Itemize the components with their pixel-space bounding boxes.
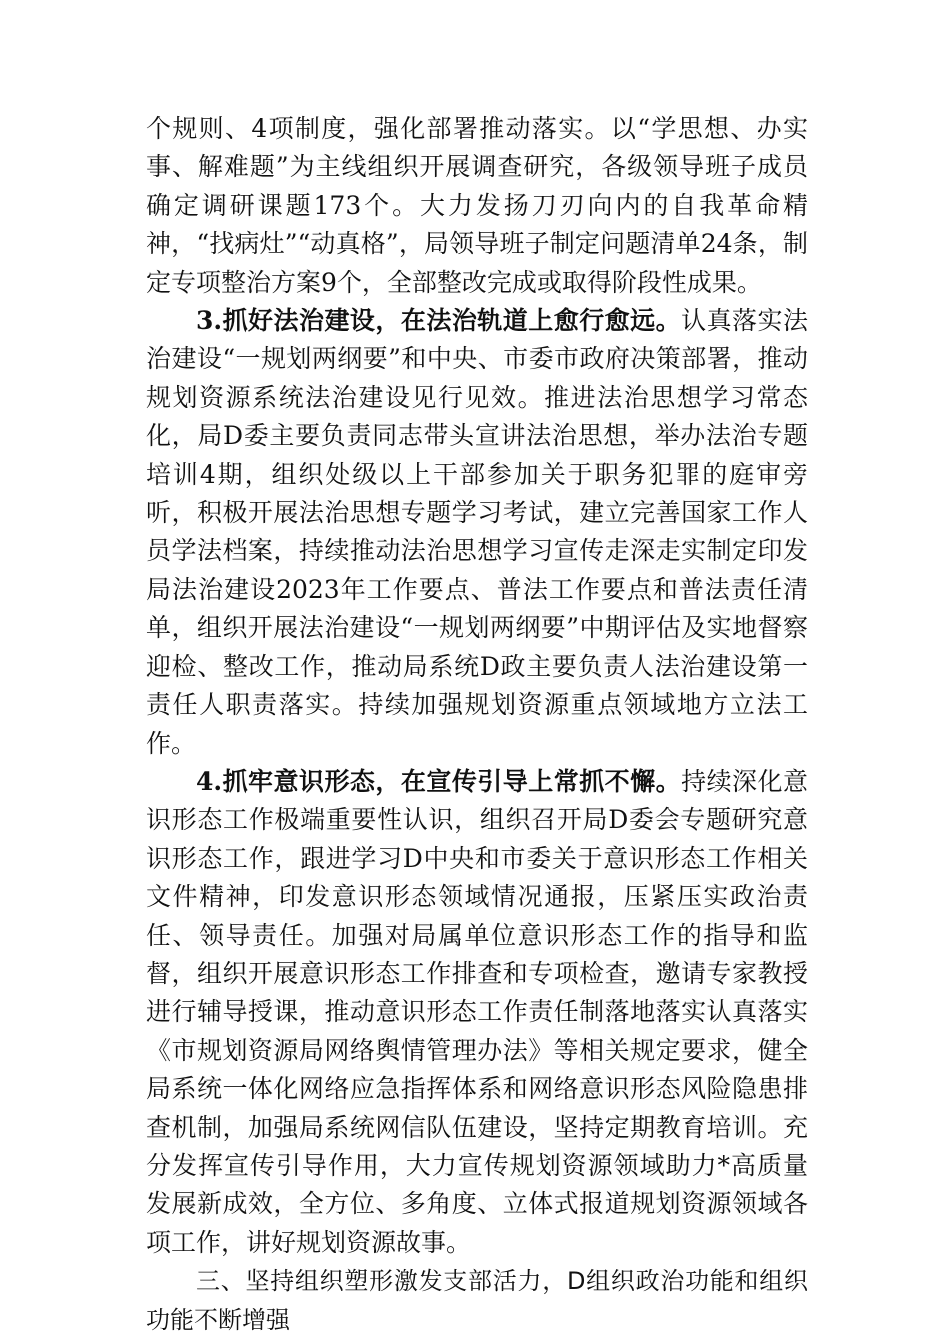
section-4-paragraph [146, 763, 808, 1262]
document-body [146, 110, 808, 1339]
section-4-body: 持续深化意识形态工作极端重要性认识，组织召开局D委会专题研究意识形态工作，跟进学习D中央和市委关于意识形态工作相关文件精神，印发意识形态领域情况通报，压紧压实政治责任、领导责任。加强对局属单位意识形态工作的指导和监督，组织开展意识形态工作排查和专项检查，邀请专家教授进行辅导授课，推动意识形态工作责任制落地落实认真落实《市规划资源局网络舆情管理办法》等相关规定要求，健全局系统一体化网络应急指挥体系和网络意识形态风险隐患排查机制，加强局系统网信队伍建设，坚持定期教育培训。充分发挥宣传引导作用，大力宣传规划资源领域助力*高质量发展新成效，全方位、多角度、立体式报道规划资源领域各项工作，讲好规划资源故事。 [146, 766, 808, 1257]
section-heading-three: 三、坚持组织塑形激发支部活力，D组织政治功能和组织功能不断增强 [146, 1267, 808, 1334]
section-4-lead: 4.抓牢意识形态，在宣传引导上常抓不懈。 [196, 766, 682, 796]
section-3-lead: 3.抓好法治建设，在法治轨道上愈行愈远。 [196, 306, 682, 336]
continuation-paragraph: 个规则、4项制度，强化部署推动落实。以“学思想、办实事、解难题”为主线组织开展调查研究，各级领导班子成员确定调研课题173个。大力发扬刀刃向内的自我革命精神，“找病灶”“动真格”，局领导班子制定问题清单24条，制定专项整治方案9个，全部整改完成或取得阶段性成果。 [146, 114, 808, 297]
section-3-body: 认真落实法治建设“一规划两纲要”和中央、市委市政府决策部署，推动规划资源系统法治建设见行见效。推进法治思想学习常态化，局D委主要负责同志带头宣讲法治思想，举办法治专题培训4期，组织处级以上干部参加关于职务犯罪的庭审旁听，积极开展法治思想专题学习考试，建立完善国家工作人员学法档案，持续推动法治思想学习宣传走深走实制定印发局法治建设2023年工作要点、普法工作要点和普法责任清单，组织开展法治建设“一规划两纲要”中期评估及实地督察迎检、整改工作，推动局系统D政主要负责人法治建设第一责任人职责落实。持续加强规划资源重点领域地方立法工作。 [146, 306, 808, 758]
section-3-paragraph [146, 302, 808, 763]
